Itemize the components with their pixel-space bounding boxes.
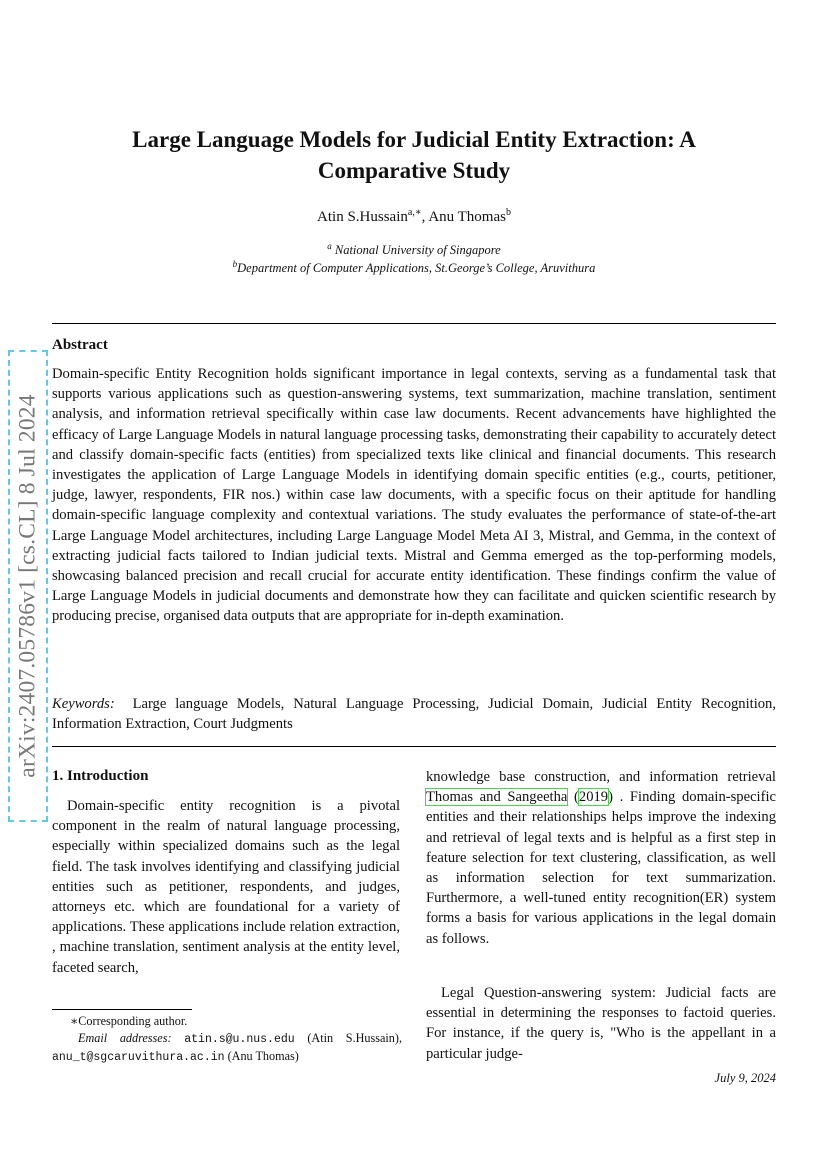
citation-link-year[interactable]: 2019 [578, 789, 609, 806]
intro-text-before-citation: knowledge base construction, and information retrieval [426, 769, 776, 785]
citation-open-paren: ( [567, 789, 579, 806]
abstract-bottom-rule [52, 746, 776, 747]
intro-paragraph-qa-system: Legal Question-answering system: Judicial facts are essential in determining the responses to factoid queries. For instance, if the query is, "Who is the appellant in a particular judge- [426, 985, 776, 1062]
author-affiliation-mark: a,∗ [407, 207, 422, 218]
keywords-text: Large language Models, Natural Language Processing, Judicial Domain, Judicial Entity Recognition, Information Extraction, Court Judgments [52, 696, 776, 733]
email-owner-1: (Atin S.Hussain), [294, 1030, 403, 1045]
keywords-label: Keywords: [52, 696, 115, 712]
paper-title [60, 124, 768, 186]
corresponding-author-note: ∗Corresponding author. [70, 1014, 188, 1028]
affiliation-mark: a [327, 241, 332, 251]
keywords [52, 694, 776, 734]
footnote-rule [52, 1009, 192, 1010]
email-link-2[interactable]: anu_t@sgcaruvithura.ac.in [52, 1051, 225, 1064]
footnote [52, 1013, 402, 1067]
affiliation-mark: b [232, 259, 238, 269]
email-label: Email addresses: [78, 1030, 172, 1045]
intro-paragraph-left: Domain-specific entity recognition is a pivotal component in the realm of natural language processing, especially within specialized domains such as the legal field. The task involves identifying and classifying judicial entities such as petitioner, respondents, and judges, attorneys etc. which are foundational for a variety of applications. These applications include relation extraction, , machine translation, sentiment analysis at the entity level, faceted search, [52, 798, 400, 976]
author-list [0, 207, 828, 226]
title-line-2: Comparative Study [317, 158, 511, 183]
title-line-1: Large Language Models for Judicial Entity Extraction: A [132, 127, 696, 152]
author-name: Atin S.Hussain [317, 209, 408, 225]
abstract-heading: Abstract [52, 337, 108, 353]
intro-paragraph-right [426, 767, 776, 949]
intro-text-after-citation: ) . Finding domain-specific entities and their relationships helps improve the indexing and retrieval of legal texts and is helpful as a first step in feature selection for text clustering, classification, as well as information selection for text summarization. Furthermore, a well-tuned entity recognition(ER) system forms a basis for various applications in the legal domain as follows. [426, 789, 776, 947]
email-addresses [52, 1030, 402, 1067]
author-affiliation-mark: b [505, 207, 511, 218]
author-name: Anu Thomas [428, 209, 506, 225]
email-owner-2: (Anu Thomas) [224, 1049, 299, 1063]
affiliation-a [0, 241, 828, 258]
affiliation-b [0, 259, 828, 276]
author-separator: , [421, 209, 429, 225]
arxiv-id: arXiv:2407.05786v1 [cs.CL] 8 Jul 2024 [14, 394, 41, 778]
preprint-date: July 9, 2024 [714, 1071, 776, 1085]
affiliation-text: National University of Singapore [331, 243, 501, 258]
section-heading-introduction: 1. Introduction [52, 768, 149, 784]
arxiv-stamp[interactable] [8, 350, 48, 822]
email-link-1[interactable]: atin.s@u.nus.edu [184, 1032, 295, 1046]
abstract-text: Domain-specific Entity Recognition holds significant importance in legal contexts, serving as a fundamental task that supports various applications such as question-answering systems, text summarization, machine translation, sentiment analysis, and information retrieval specifically within case law documents. Recent advancements have highlighted the efficacy of Large Language Models in natural language processing tasks, demonstrating their capability to accurately detect and classify domain-specific facts (entities) from specialized texts like clinical and financial documents. This research investigates the application of Large Language Models in identifying domain specific entities (e.g., courts, petitioner, judge, lawyer, respondents, FIR nos.) within case law documents, with a specific focus on their aptitude for handling domain-specific language complexity and contextual variations. The study evaluates the performance of state-of-the-art Large Language Model architectures, including Large Language Model Meta AI 3, Mistral, and Gemma, in the context of extracting judicial facts tailored to Indian judicial texts. Mistral and Gemma emerged as the top-performing models, showcasing balanced precision and recall crucial for accurate entity identification. These findings confirm the value of Large Language Models in judicial documents and demonstrate how they can facilitate and quicken scientific research by producing precise, organised data outputs that are appropriate for in-depth examination. [52, 366, 776, 625]
affiliation-text: Department of Computer Applications, St.George’s College, Aruvithura [237, 261, 596, 276]
citation-link-authors[interactable]: Thomas and Sangeetha [426, 789, 568, 806]
abstract-top-rule [52, 323, 776, 324]
